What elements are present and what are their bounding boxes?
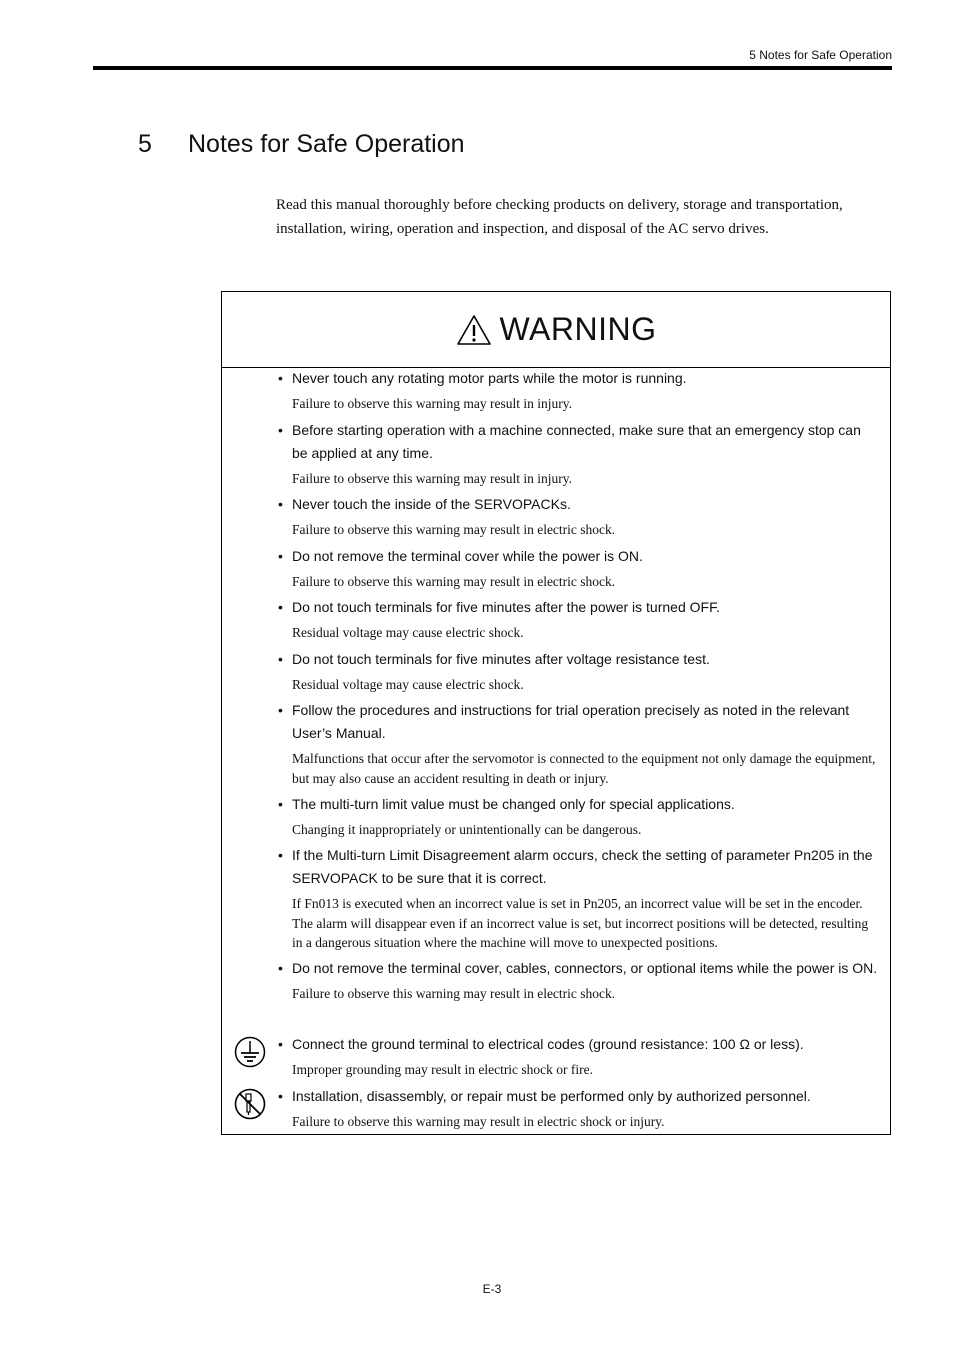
list-item: • Never touch the inside of the SERVOPACKs. Failure to observe this warning may result in electric shock. [278,493,878,540]
item-text: Follow the procedures and instructions for trial operation precisely as noted in the relevant User’s Manual. [292,702,850,741]
list-item: • Do not touch terminals for five minutes after the power is turned OFF. Residual voltage may cause electric shock. [278,596,878,643]
item-text: The multi-turn limit value must be changed only for special applications. [292,796,735,812]
item-text: Do not touch terminals for five minutes after the power is turned OFF. [292,599,720,615]
item-note: Malfunctions that occur after the servomotor is connected to the equipment not only damage the equipment, but may also cause an accident resulting in death or injury. [292,751,876,786]
list-item: • Installation, disassembly, or repair must be performed only by authorized personnel. Failure to observe this warning may result in electric shock or injury. [278,1085,878,1132]
item-note: Failure to observe this warning may result in injury. [292,396,572,411]
item-note: Failure to observe this warning may result in electric shock or injury. [292,1114,665,1129]
item-text: Do not remove the terminal cover while the power is ON. [292,548,643,564]
section-number: 5 [138,130,152,158]
list-item: • The multi-turn limit value must be changed only for special applications. Changing it inappropriately or unintentionally can be dangerous. [278,793,878,840]
item-note: Changing it inappropriately or unintentionally can be dangerous. [292,822,642,837]
list-item: • Before starting operation with a machine connected, make sure that an emergency stop can be applied at any time. Failure to observe this warning may result in injury. [278,419,878,489]
item-note: Residual voltage may cause electric shock. [292,677,524,692]
item-note: Failure to observe this warning may result in electric shock. [292,522,616,537]
item-note: Failure to observe this warning may result in injury. [292,471,572,486]
list-item: • Do not remove the terminal cover, cables, connectors, or optional items while the power is ON. Failure to observe this warning may result in electric shock. [278,957,878,1004]
item-text: Installation, disassembly, or repair must be performed only by authorized personnel. [292,1088,811,1104]
header-rule [93,66,892,70]
item-note: Improper grounding may result in electric shock or fire. [292,1062,594,1077]
item-note: Failure to observe this warning may result in electric shock. [292,986,616,1001]
list-item: • Connect the ground terminal to electrical codes (ground resistance: 100 Ω or less). Improper grounding may result in electric shock or fire. [278,1033,878,1080]
list-item: • Never touch any rotating motor parts while the motor is running. Failure to observe this warning may result in injury. [278,367,878,414]
warning-triangle-icon [456,314,492,346]
page-number: E-3 [482,1282,502,1296]
item-text: Connect the ground terminal to electrical codes (ground resistance: 100 Ω or less). [292,1036,804,1052]
item-note: Residual voltage may cause electric shock. [292,625,524,640]
list-item: • If the Multi-turn Limit Disagreement alarm occurs, check the setting of parameter Pn205 in the SERVOPACK to be sure that it is correct. If Fn013 is executed when an incorrect value is set in Pn205, an incorrect value will be set in the encoder. The alarm will disappear even if an incorrect value is set, but incorrect positions will be detected, resulting in a dangerous situation where the machine will move to unexpected positions. [278,844,878,953]
no-disassembly-icon [234,1088,266,1120]
item-text: Do not touch terminals for five minutes after voltage resistance test. [292,651,710,667]
list-item: • Do not remove the terminal cover while the power is ON. Failure to observe this warning may result in electric shock. [278,545,878,592]
item-note: If Fn013 is executed when an incorrect value is set in Pn205, an incorrect value will be set in the encoder. The alarm will disappear even if an incorrect value is set, but incorrect positions will be detected, resulting in a dangerous situation where the machine will move to unexpected positions. [292,896,869,950]
warning-title: WARNING [499,311,657,347]
item-text: Never touch the inside of the SERVOPACKs. [292,496,571,512]
section-title-text: Notes for Safe Operation [188,130,465,158]
item-text: Before starting operation with a machine connected, make sure that an emergency stop can be applied at any time. [292,422,861,461]
item-text: Never touch any rotating motor parts while the motor is running. [292,370,687,386]
item-text: If the Multi-turn Limit Disagreement alarm occurs, check the setting of parameter Pn205 in the SERVOPACK to be sure that it is correct. [292,847,873,886]
running-header: 5 Notes for Safe Operation [749,48,892,62]
warning-box [221,291,891,1135]
list-item: • Follow the procedures and instructions for trial operation precisely as noted in the relevant User’s Manual. Malfunctions that occur after the servomotor is connected to the equipment not only damage the equipment, but may also cause an accident resulting in death or injury. [278,699,878,788]
ground-icon [234,1036,266,1068]
list-item: • Do not touch terminals for five minutes after voltage resistance test. Residual voltage may cause electric shock. [278,648,878,695]
item-text: Do not remove the terminal cover, cables, connectors, or optional items while the power is ON. [292,960,878,976]
section-title [138,130,465,159]
item-note: Failure to observe this warning may result in electric shock. [292,574,616,589]
warning-header [222,292,890,368]
intro-paragraph: Read this manual thoroughly before checking products on delivery, storage and transportation, installation, wiring, operation and inspection, and disposal of the AC servo drives. [276,197,843,237]
